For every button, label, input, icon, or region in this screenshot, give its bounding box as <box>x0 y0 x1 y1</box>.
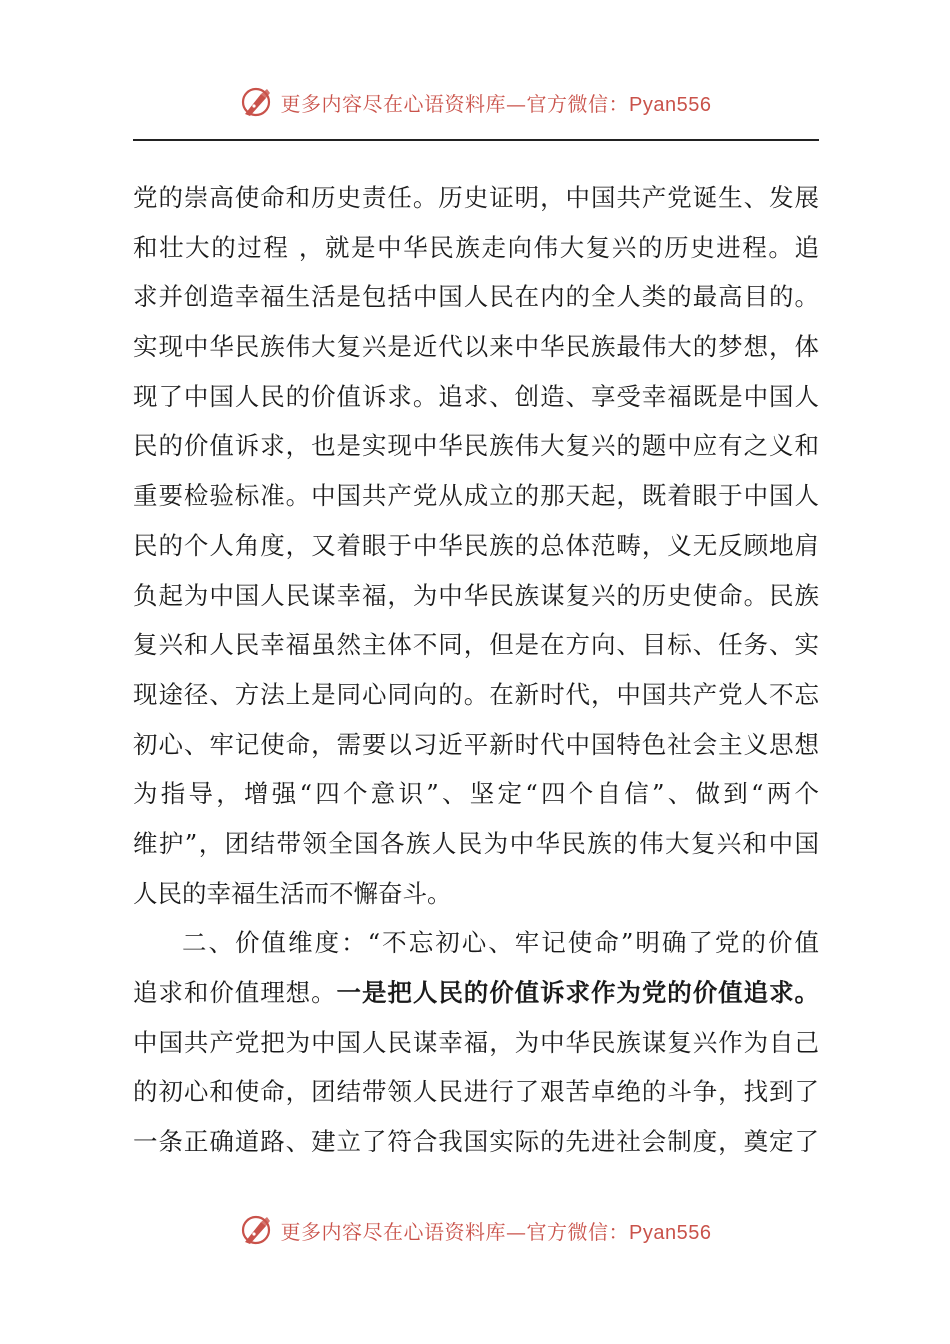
document-body <box>133 173 819 1167</box>
body-line: 为指导，增强“四个意识”、坚定“四个自信”、做到“两个 <box>133 779 819 809</box>
body-line: 现途径、方法上是同心同向的。在新时代，中国共产党人不忘 <box>133 679 819 709</box>
body-line: 重要检验标准。中国共产党从成立的那天起，既着眼于中国人 <box>133 481 819 511</box>
body-line: 负起为中国人民谋幸福，为中华民族谋复兴的历史使命。民族 <box>133 580 819 610</box>
header-divider <box>133 139 819 141</box>
body-line: 初心、牢记使命，需要以习近平新时代中国特色社会主义思想 <box>133 729 819 759</box>
section-heading: 二、价值维度：“不忘初心、牢记使命”明确了党的价值 <box>182 928 819 958</box>
header-banner-label: 更多内容尽在心语资料库—官方微信： <box>280 91 630 116</box>
body-line: 民的个人角度，又着眼于中华民族的总体范畴，义无反顾地肩 <box>133 530 819 560</box>
body-line: 维护”，团结带领全国各族人民为中华民族的伟大复兴和中国 <box>133 828 819 858</box>
body-line: 党的崇高使命和历史责任。历史证明，中国共产党诞生、发展 <box>133 183 819 212</box>
footer-contact-id: Pyan556 <box>629 1221 712 1244</box>
body-line: 和壮大的过程 ，就是中华民族走向伟大复兴的历史进程。追 <box>133 232 819 262</box>
key-point-bold: 一是把人民的价值诉求作为党的价值追求。 <box>336 978 819 1007</box>
body-line: 复兴和人民幸福虽然主体不同，但是在方向、目标、任务、实 <box>133 630 819 660</box>
pen-nib-circle-icon <box>239 1212 275 1248</box>
footer-banner-label: 更多内容尽在心语资料库—官方微信： <box>280 1219 630 1244</box>
body-line: 的初心和使命，团结带领人民进行了艰苦卓绝的斗争，找到了 <box>133 1077 819 1107</box>
pen-nib-circle-icon <box>239 84 275 120</box>
body-line: 求并创造幸福生活是包括中国人民在内的全人类的最高目的。 <box>133 282 819 312</box>
footer-banner-text <box>281 1216 712 1245</box>
footer-banner <box>0 1212 950 1248</box>
header-contact-id: Pyan556 <box>629 93 712 116</box>
body-line: 现了中国人民的价值诉求。追求、创造、享受幸福既是中国人 <box>133 381 819 411</box>
body-line: 中国共产党把为中国人民谋幸福，为中华民族谋复兴作为自己 <box>133 1027 819 1057</box>
header-banner <box>0 84 950 120</box>
section-heading-tail: 追求和价值理想。 <box>133 978 337 1007</box>
header-banner-text <box>281 88 712 117</box>
body-line: 人民的幸福生活而不懈奋斗。 <box>133 878 452 908</box>
body-line: 实现中华民族伟大复兴是近代以来中华民族最伟大的梦想，体 <box>133 332 819 362</box>
body-line: 民的价值诉求，也是实现中华民族伟大复兴的题中应有之义和 <box>133 431 819 461</box>
section-heading-continuation <box>133 968 819 1018</box>
body-line: 一条正确道路、建立了符合我国实际的先进社会制度，奠定了 <box>133 1127 819 1157</box>
